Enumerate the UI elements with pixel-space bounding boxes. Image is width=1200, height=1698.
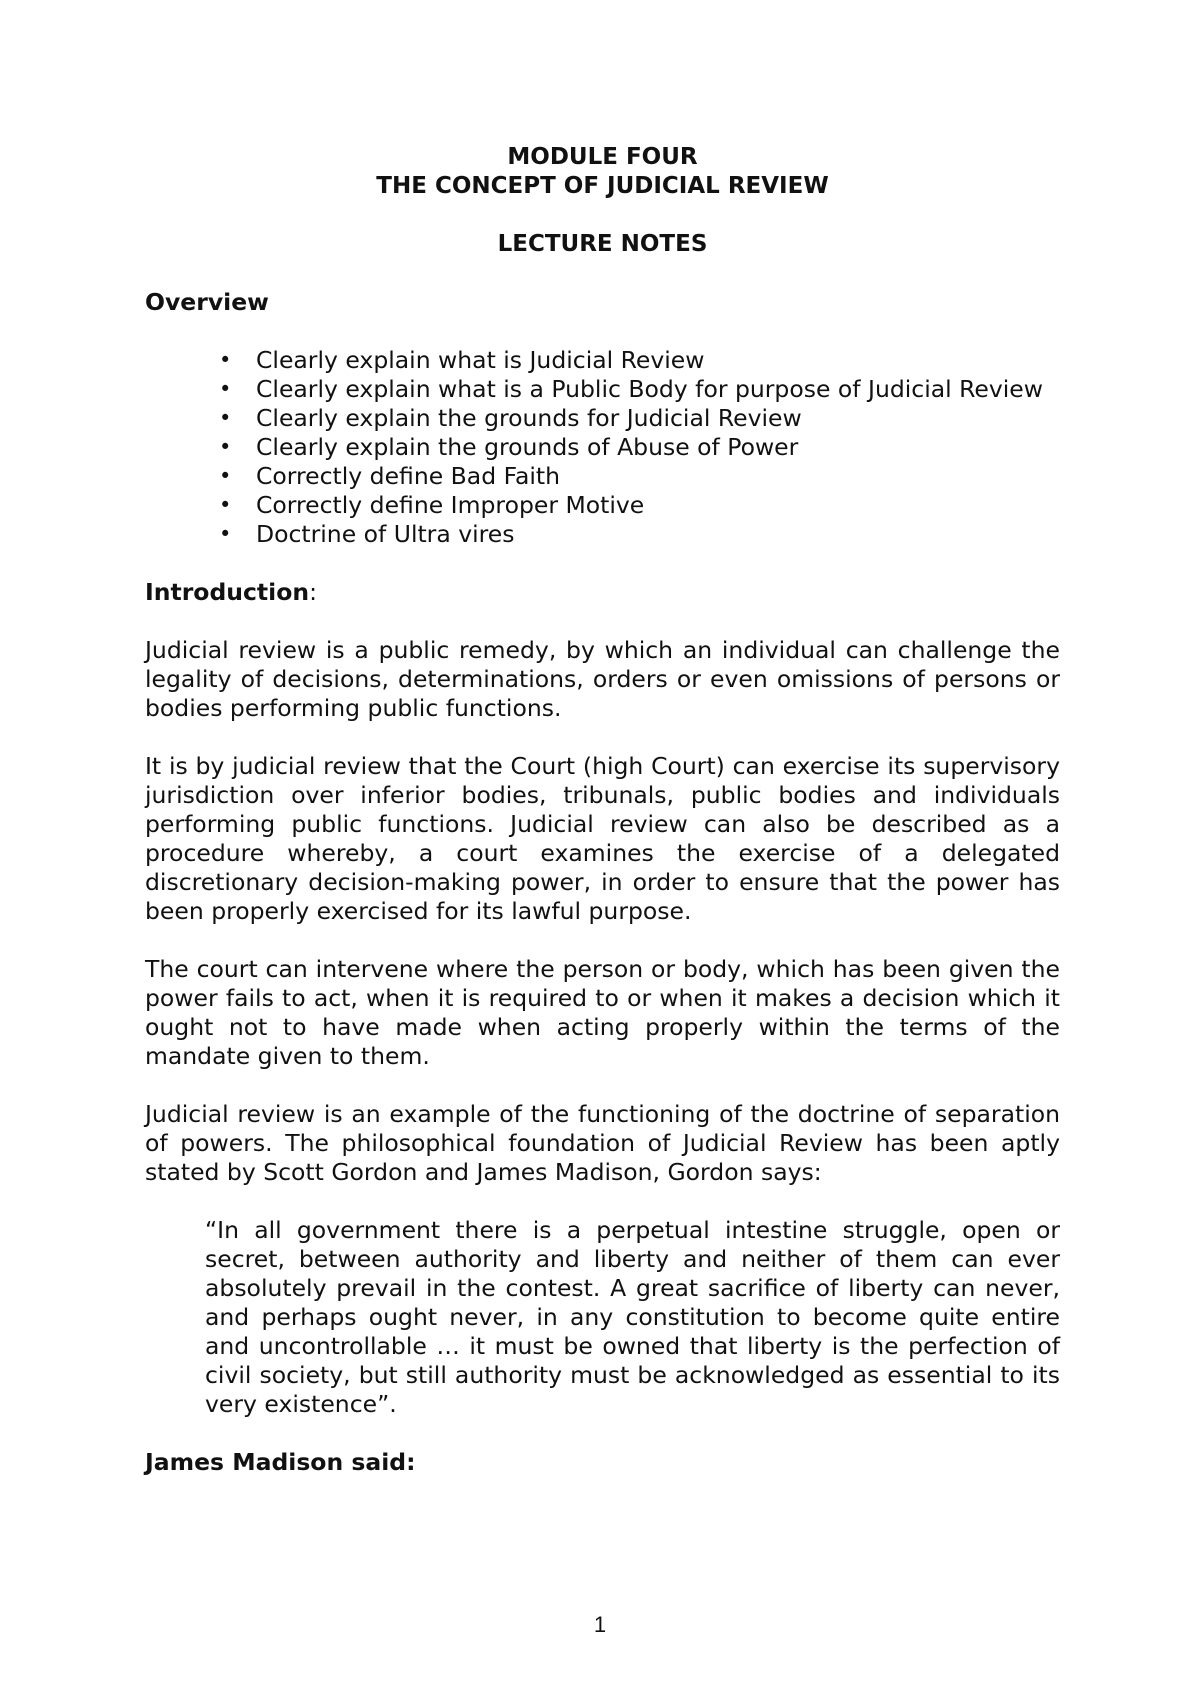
list-item (145, 433, 1060, 462)
bullet-icon: • (219, 406, 232, 430)
page-number: 1 (593, 1612, 607, 1637)
paragraph-court-intervention: The court can intervene where the person or body, which has been given the power fails to act, when it is required to or when it makes a decision which it ought not to have made when acting properly within the terms of the mandate given to them. (145, 955, 1060, 1070)
list-item (145, 462, 1060, 491)
paragraph-definition: Judicial review is a public remedy, by which an individual can challenge the legality of decisions, determinations, orders or even omissions of persons or bodies performing public functions. (145, 636, 1060, 722)
paragraph-supervisory-jurisdiction: It is by judicial review that the Court (high Court) can exercise its supervisory jurisdiction over inferior bodies, tribunals, public bodies and individuals performing public functions. Judicial review can also be described as a procedure whereby, a court examines the exercise of a delegated discretionary decision-making power, in order to ensure that the power has been properly exercised for its lawful purpose. (145, 752, 1060, 925)
list-item (145, 404, 1060, 433)
bullet-icon: • (219, 348, 232, 372)
subject-title: THE CONCEPT OF JUDICIAL REVIEW (376, 173, 829, 199)
bullet-icon: • (219, 493, 232, 517)
bullet-icon: • (219, 522, 232, 546)
list-item (145, 346, 1060, 375)
title-block (145, 143, 1060, 259)
page-content (145, 143, 1060, 1477)
bullet-icon: • (219, 377, 232, 401)
introduction-heading-text: Introduction (145, 578, 310, 606)
list-item-text: Clearly explain the grounds for Judicial Review (256, 404, 802, 432)
list-item-text: Correctly define Bad Faith (256, 462, 560, 490)
list-item-text: Correctly define Improper Motive (256, 491, 645, 519)
list-item (145, 375, 1060, 404)
bullet-icon: • (219, 435, 232, 459)
module-title: MODULE FOUR (507, 144, 698, 170)
madison-heading: James Madison said: (145, 1448, 416, 1476)
introduction-heading-colon: : (309, 578, 318, 606)
list-item-text: Clearly explain what is a Public Body for purpose of Judicial Review (256, 375, 1043, 403)
list-item-text: Clearly explain the grounds of Abuse of Power (256, 433, 799, 461)
gordon-quote: “In all government there is a perpetual intestine struggle, open or secret, between authority and liberty and neither of them can ever absolutely prevail in the contest. A great sacrifice of liberty can never, and perhaps ought never, in any constitution to become quite entire and uncontrollable … it must be owned that liberty is the perfection of civil society, but still authority must be acknowledged as essential to its very existence”. (205, 1216, 1060, 1418)
list-item (145, 520, 1060, 549)
introduction-heading (145, 578, 1060, 607)
bullet-icon: • (219, 464, 232, 488)
overview-list (145, 346, 1060, 549)
paragraph-separation-of-powers: Judicial review is an example of the functioning of the doctrine of separation of powers. The philosophical foundation of Judicial Review has been aptly stated by Scott Gordon and James Madison, Gordon says: (145, 1100, 1060, 1186)
list-item (145, 491, 1060, 520)
list-item-text: Doctrine of Ultra vires (256, 520, 515, 548)
overview-heading: Overview (145, 288, 269, 316)
lecture-notes-label: LECTURE NOTES (497, 231, 708, 257)
list-item-text: Clearly explain what is Judicial Review (256, 346, 705, 374)
